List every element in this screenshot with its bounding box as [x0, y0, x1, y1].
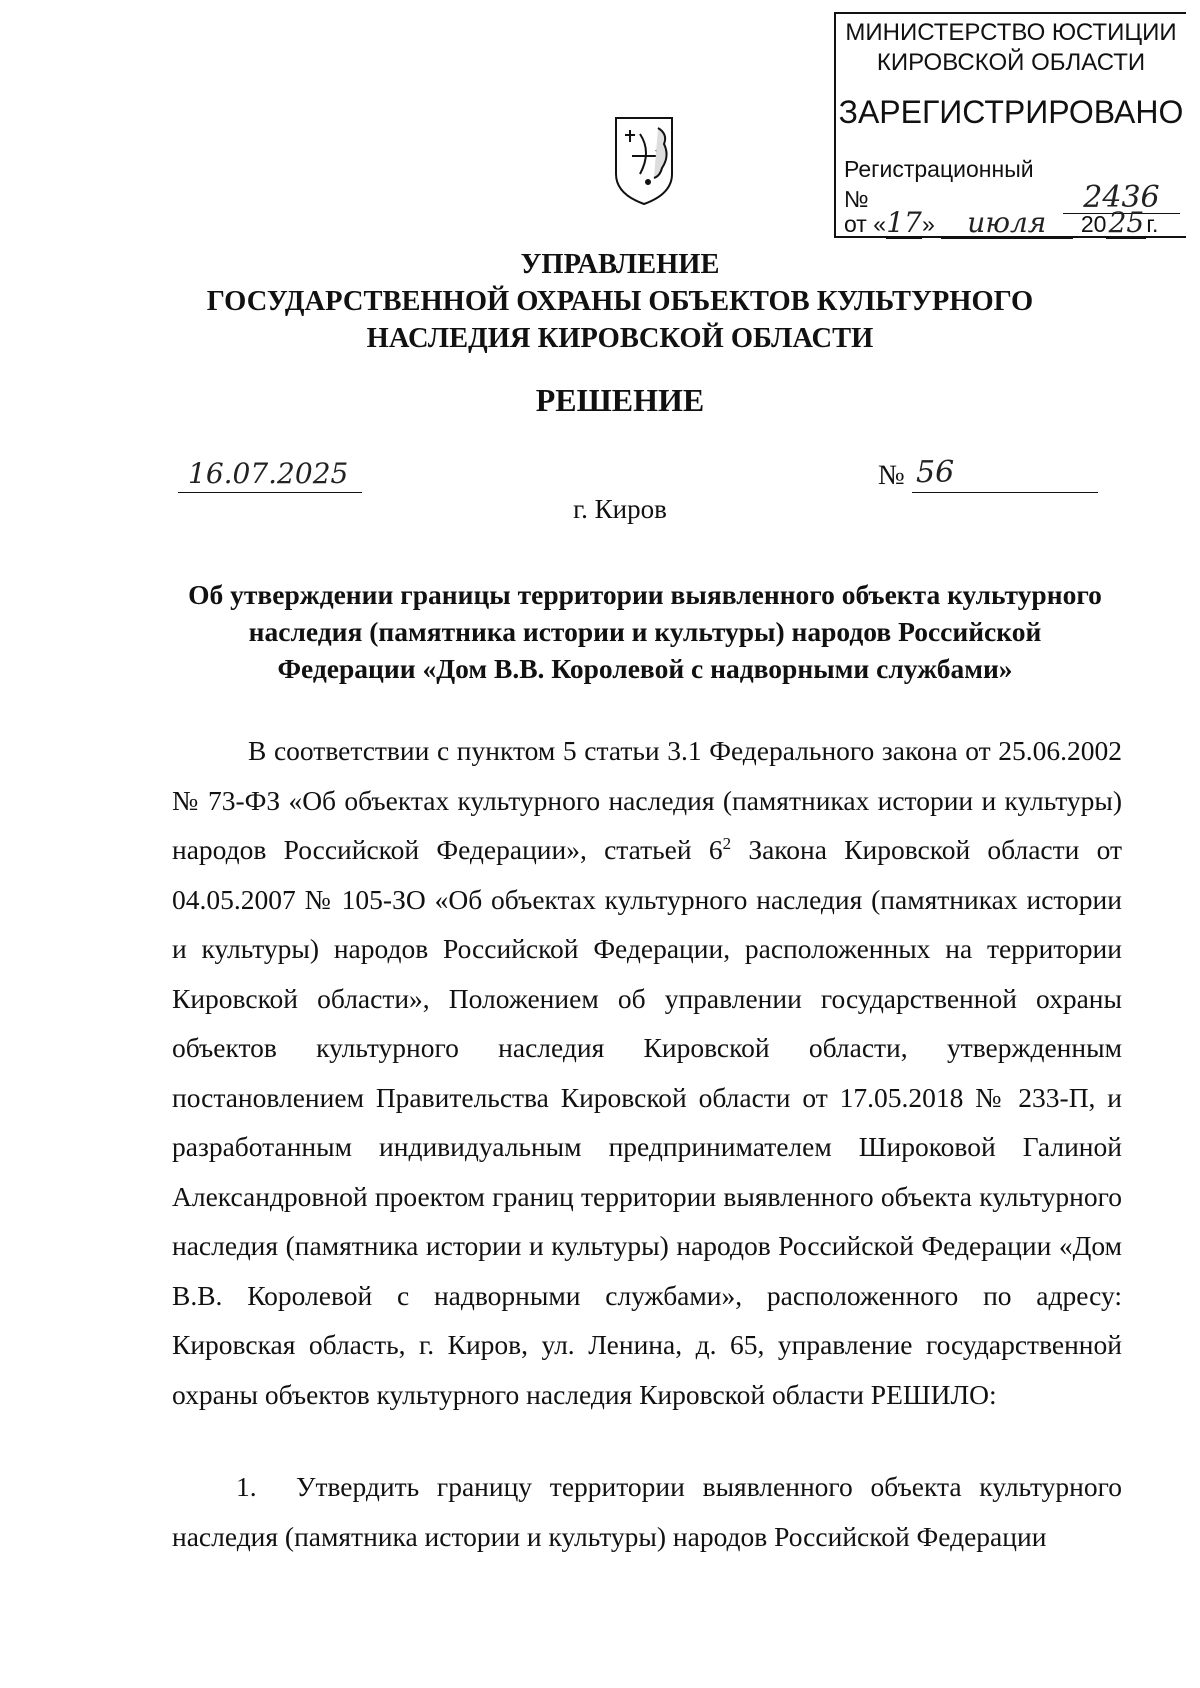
stamp-ministry [836, 18, 1186, 78]
city: г. Киров [573, 494, 667, 524]
coat-of-arms-icon [612, 112, 676, 208]
org-line2: ГОСУДАРСТВЕННОЙ ОХРАНЫ ОБЪЕКТОВ КУЛЬТУРНОГО [206, 286, 1034, 317]
stamp-registered: ЗАРЕГИСТРИРОВАНО [838, 94, 1184, 130]
decision-date-field [178, 452, 362, 493]
stamp-reg-label: Регистрационный № [844, 156, 1034, 212]
stamp-date-mid: » [922, 211, 935, 237]
decision-number-field [912, 452, 1098, 493]
stamp-date-prefix: от « [844, 211, 887, 237]
stamp-ministry-line2: КИРОВСКОЙ ОБЛАСТИ [876, 49, 1146, 76]
decision-number: 56 [916, 455, 955, 490]
org-line3: НАСЛЕДИЯ КИРОВСКОЙ ОБЛАСТИ [366, 323, 874, 354]
decision-date: 16.07.2025 [188, 457, 349, 490]
stamp-reg-line [844, 154, 1180, 214]
article-superscript: 2 [722, 833, 732, 853]
clause-1-number: 1. [236, 1471, 257, 1502]
decision-subject [160, 576, 1130, 687]
stamp-reg-number: 2436 [1063, 183, 1180, 214]
stamp-day: 17 [886, 206, 922, 239]
clause-1-text: Утвердить границу территории выявленного объекта культурного наследия (памятника истории и культуры) народов Российской Федерации [172, 1471, 1122, 1552]
preamble-text-end: Закона Кировской области от 04.05.2007 № 105-ЗО «Об объектах культурного наследия (памятниках истории и культуры) народов Российской Федерации, расположенных на территории Кировской области», Положением об управлении государственной охраны объектов культурного наследия Кировской области, утвержденным постановлением Правительства Кировской области от 17.05.2018 № 233-П, и разработанным индивидуальным предпринимателем Широковой Галиной Александровной проектом границ территории выявленного объекта культурного наследия (памятника истории и культуры) народов Российской Федерации «Дом В.В. Королевой с надворными службами», расположенного по адресу: Кировская область, г. Киров, ул. Ленина, д. 65, управление государственной охраны объектов культурного наследия Кировской области РЕШИЛО: [172, 834, 1122, 1410]
stamp-date-line [844, 208, 1180, 239]
subject-line1: Об утверждении границы территории выявленного объекта культурного [188, 579, 1102, 610]
registration-stamp [834, 12, 1186, 238]
subject-line2: наследия (памятника истории и культуры) народов Российской [248, 616, 1042, 647]
organization-title [0, 246, 1200, 357]
org-line1: УПРАВЛЕНИЕ [520, 249, 720, 280]
stamp-year-end: г. [1146, 211, 1159, 237]
stamp-month: июля [941, 208, 1073, 239]
stamp-year-suffix: 25 [1106, 208, 1146, 239]
preamble-paragraph [172, 726, 1122, 1419]
subject-line3: Федерации «Дом В.В. Королевой с надворными службами» [277, 653, 1013, 684]
stamp-ministry-line1: МИНИСТЕРСТВО ЮСТИЦИИ [845, 19, 1177, 46]
decision-number-label: № [878, 460, 905, 491]
preamble-text-start: В соответствии с пунктом 5 статьи 3.1 Федерального закона от 25.06.2002 № 73-ФЗ «Об объектах культурного наследия (памятниках истории и культуры) народов Российской Федерации», статьей 6 [172, 735, 1122, 865]
stamp-year-prefix: 20 [1080, 211, 1107, 237]
clause-1-paragraph [172, 1462, 1122, 1561]
document-type: РЕШЕНИЕ [535, 382, 705, 418]
